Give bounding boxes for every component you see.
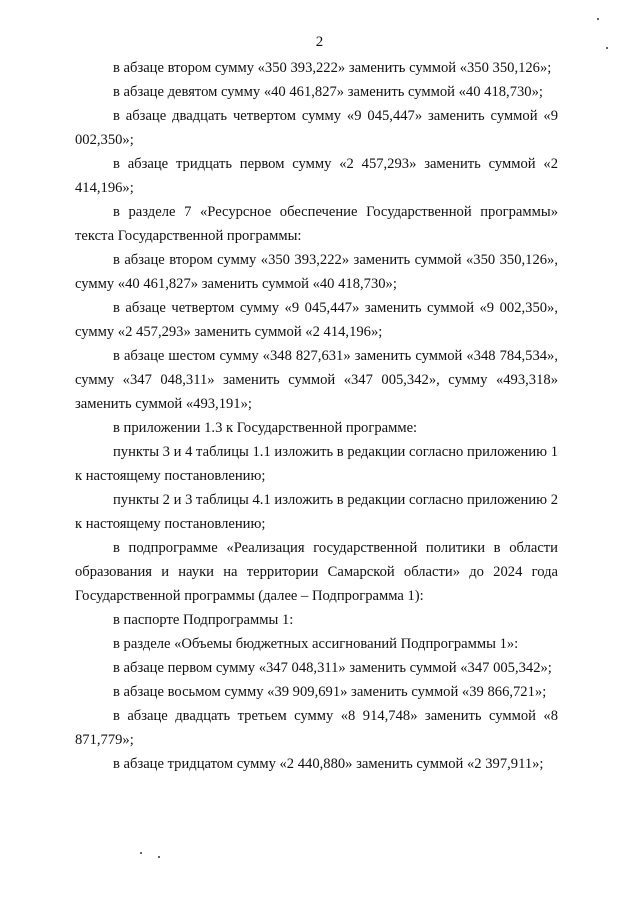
page-number: 2 xyxy=(315,34,324,50)
paragraph: в абзаце втором сумму «350 393,222» заменить суммой «350 350,126», сумму «40 461,827» заменить суммой «40 418,730»; xyxy=(75,252,558,292)
paragraph: в абзаце двадцать третьем сумму «8 914,748» заменить суммой «8 871,779»; xyxy=(75,708,558,748)
paragraph: в разделе «Объемы бюджетных ассигнований Подпрограммы 1»: xyxy=(113,636,519,652)
paragraph: в абзаце тридцать первом сумму «2 457,293» заменить суммой «2 414,196»; xyxy=(75,156,558,196)
paragraph: в абзаце втором сумму «350 393,222» заменить суммой «350 350,126»; xyxy=(113,60,552,76)
paragraph: в абзаце девятом сумму «40 461,827» заменить суммой «40 418,730»; xyxy=(113,84,543,100)
paragraph: в абзаце первом сумму «347 048,311» заменить суммой «347 005,342»; xyxy=(113,660,552,676)
paragraph: в абзаце двадцать четвертом сумму «9 045,447» заменить суммой «9 002,350»; xyxy=(75,108,558,148)
paragraph: в абзаце шестом сумму «348 827,631» заменить суммой «348 784,534», сумму «347 048,311» заменить суммой «347 005,342», сумму «493,318» заменить суммой «493,191»; xyxy=(75,348,558,412)
paragraph: пункты 3 и 4 таблицы 1.1 изложить в редакции согласно приложению 1 к настоящему постановлению; xyxy=(75,444,558,484)
scan-speck xyxy=(158,856,160,858)
scan-speck xyxy=(140,852,142,854)
paragraph: в паспорте Подпрограммы 1: xyxy=(113,612,294,628)
scan-speck xyxy=(606,47,608,49)
paragraph: в приложении 1.3 к Государственной программе: xyxy=(113,420,418,436)
paragraph: в абзаце восьмом сумму «39 909,691» заменить суммой «39 866,721»; xyxy=(113,684,547,700)
paragraph: в абзаце четвертом сумму «9 045,447» заменить суммой «9 002,350», сумму «2 457,293» заменить суммой «2 414,196»; xyxy=(75,300,558,340)
paragraph: в разделе 7 «Ресурсное обеспечение Государственной программы» текста Государственной программы: xyxy=(75,204,558,244)
paragraph: в абзаце тридцатом сумму «2 440,880» заменить суммой «2 397,911»; xyxy=(113,756,544,772)
scan-speck xyxy=(597,18,599,20)
paragraph: пункты 2 и 3 таблицы 4.1 изложить в редакции согласно приложению 2 к настоящему постановлению; xyxy=(75,492,558,532)
paragraph: в подпрограмме «Реализация государственной политики в области образования и науки на территории Самарской области» до 2024 года Государственной программы (далее – Подпрограмма 1): xyxy=(75,540,558,604)
document-body xyxy=(75,56,558,776)
